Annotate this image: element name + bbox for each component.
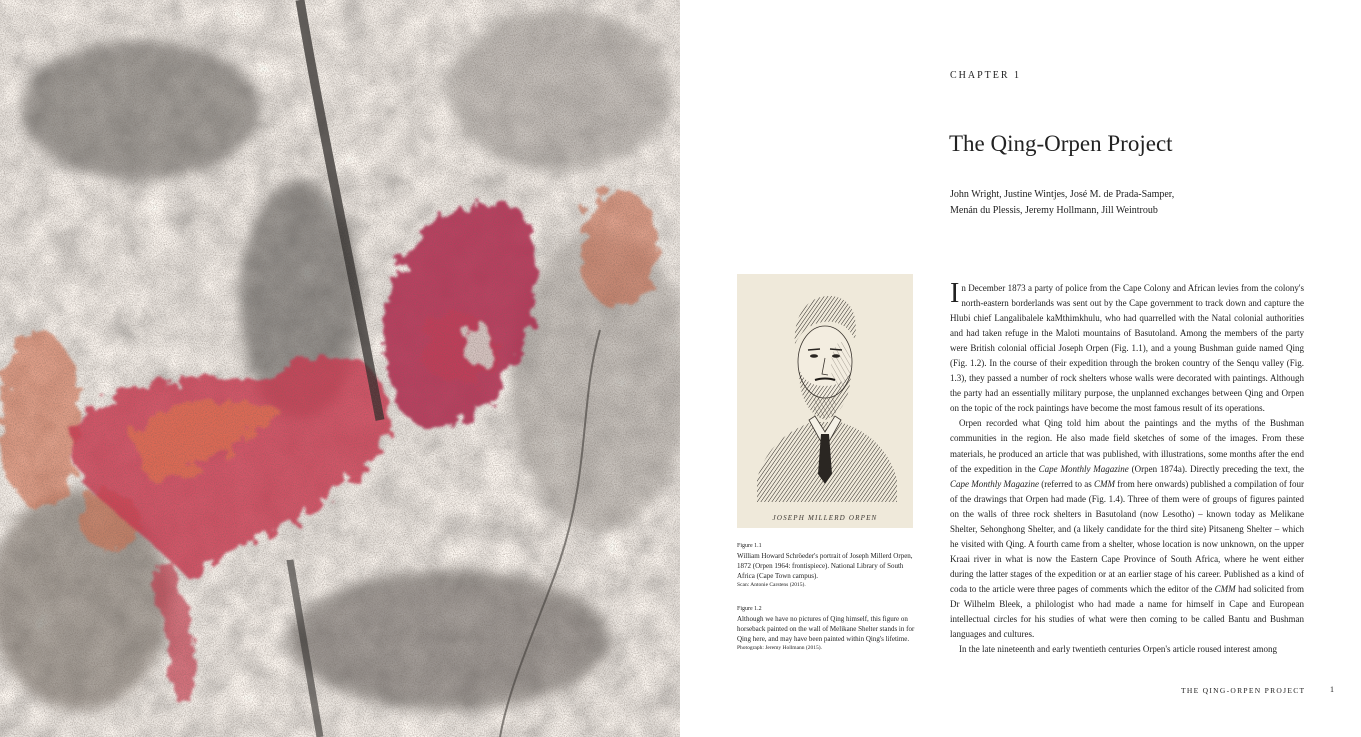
body-paragraph-1: In December 1873 a party of police from the Cape Colony and African levies from the colony's north-eastern borderlands was sent out by the Cape government to track down and capture the Hlubi chief Langalibalele kaMthimkhulu, who had quarrelled with the Natal colonial authorities and had taken refuge in the Maloti mountains of Basutoland. Among the members of the party were British colonial official Joseph Orpen (Fig. 1.1), and a young Bushman guide named Qing (Fig. 1.2). In the course of their expedition through the broken country of the Senqu valley (Fig. 1.3), they passed a number of rock shelters whose walls were decorated with paintings. Although the party had an essentially military purpose, the unplanned exchanges between Qing and Orpen on the topic of the rock paintings have become the most famous result of its operations.	[950, 278, 1304, 414]
authors-line-1: John Wright, Justine Wintjes, José M. de Prada-Samper,	[950, 189, 1175, 200]
figure-credit: Photograph: Jeremy Hollmann (2015).	[737, 645, 822, 651]
authors-line-2: Menán du Plessis, Jeremy Hollmann, Jill Weintroub	[950, 205, 1158, 216]
chapter-label: CHAPTER 1	[950, 70, 1022, 81]
figure-caption-2	[737, 605, 915, 652]
body-paragraph-2: Orpen recorded what Qing told him about the paintings and the myths of the Bushman communities in the region. He also made field sketches of some of the images. From these materials, he produced an article that was published, with illustrations, some months after the end of the expedition in the Cape Monthly Magazine (Orpen 1874a). Directly preceding the text, the Cape Monthly Magazine (referred to as CMM from here onwards) published a compilation of four of the drawings that Orpen had made (Fig. 1.4). Three of them were of groups of figures painted on the walls of three rock shelters in Basutoland (now Lesotho) – known today as Melikane Shelter, Sehonghong Shelter, and (a likely candidate for the third site) Pitsaneng Shelter – which he visited with Qing. A fourth came from a shelter, whose location is now unknown, on the upper Kraai river in what is now the Eastern Cape Province of South Africa, where he went either during the latter stages of the expedition or at an earlier stage of his career. Published as a kind of coda to the article were three pages of comments which the editor of the CMM had solicited from Dr Wilhelm Bleek, a philologist who had made a name for himself in Cape and European intellectual circles for his studies of what were then coming to be called Bantu and Bushman languages and cultures.	[950, 418, 1304, 640]
page-number: 1	[1330, 685, 1334, 694]
orpen-portrait	[737, 274, 913, 528]
chapter-title: The Qing-Orpen Project	[949, 131, 1173, 156]
figure-caption-1	[737, 542, 915, 589]
authors	[950, 187, 1270, 219]
chapter-body	[950, 278, 1304, 657]
figure-label: Figure 1.2	[737, 606, 762, 612]
body-paragraph-3: In the late nineteenth and early twentieth centuries Orpen's article roused interest among	[959, 644, 1278, 655]
drop-cap: I	[950, 278, 960, 309]
running-footer-title: THE QING-ORPEN PROJECT	[1181, 686, 1306, 695]
portrait-plate-caption: JOSEPH MILLERD ORPEN	[772, 514, 878, 522]
rock-art-photo	[0, 0, 680, 737]
figure-label: Figure 1.1	[737, 543, 762, 549]
figure-credit: Scan: Antonie Carstens (2015).	[737, 582, 806, 588]
figure-text: William Howard Schröeder's portrait of Joseph Millerd Orpen, 1872 (Orpen 1964: frontispiece). National Library of South Africa (Cape Town campus).	[737, 552, 913, 580]
figure-text: Although we have no pictures of Qing himself, this figure on horseback painted on the wall of Melikane Shelter stands in for Qing here, and may have been painted within Qing's lifetime.	[737, 615, 915, 643]
